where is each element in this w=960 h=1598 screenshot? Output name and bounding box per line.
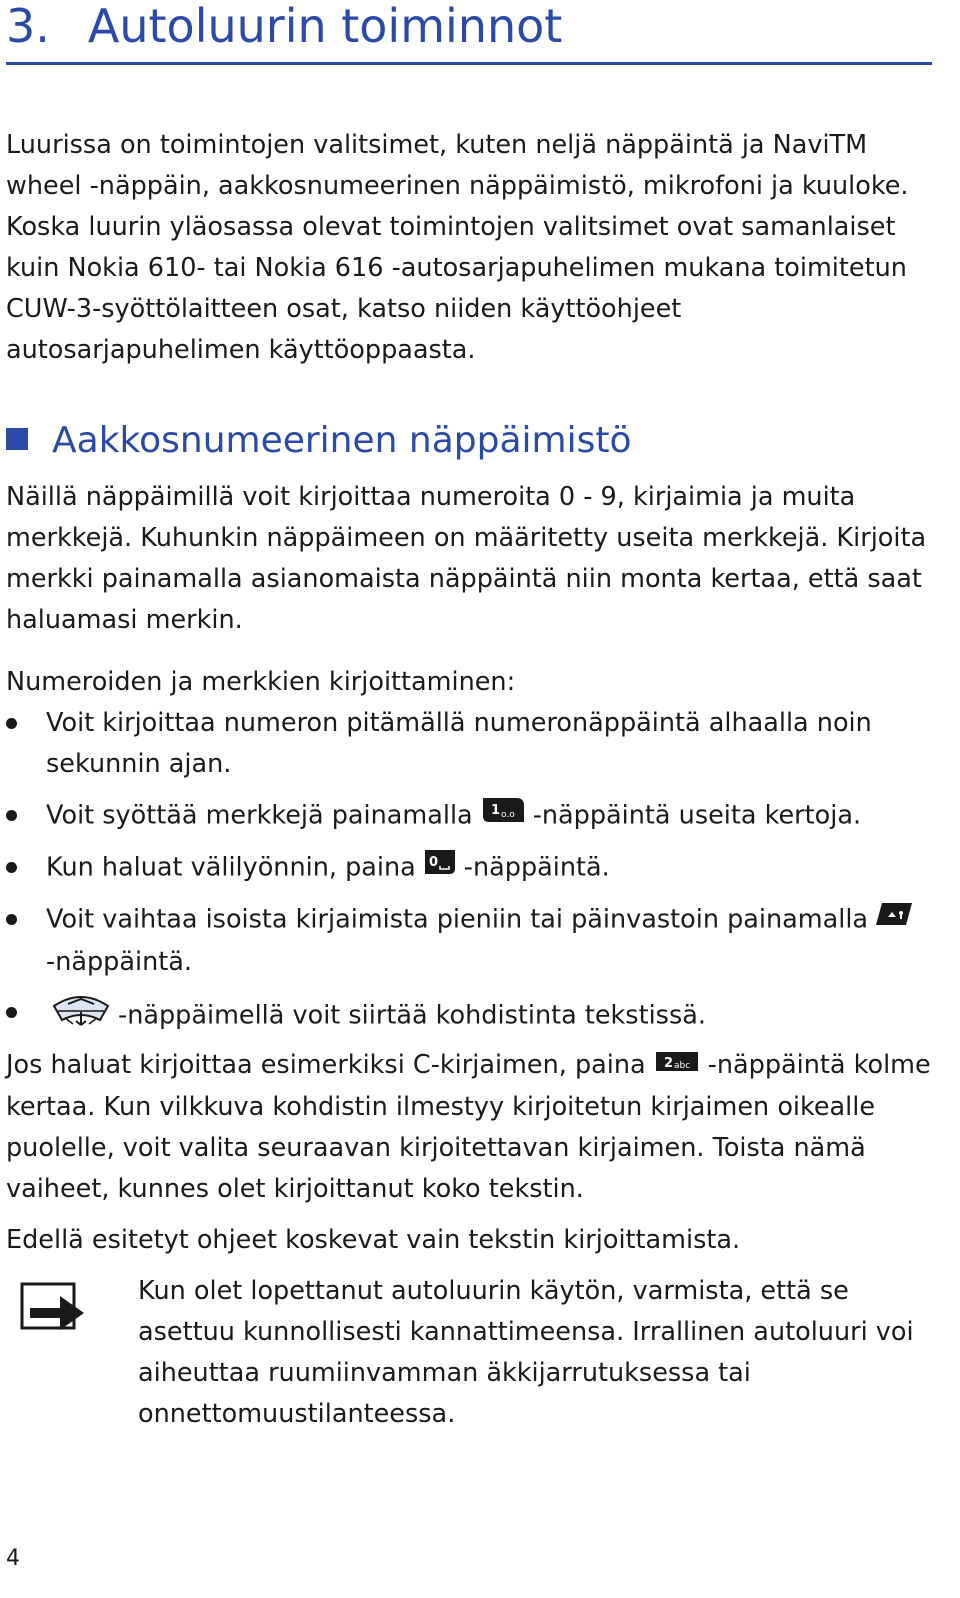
- chapter-title: [6, 0, 562, 52]
- keypad-paragraph: Näillä näppäimillä voit kirjoittaa numeroita 0 - 9, kirjaimia ja muita merkkejä. Kuhunkin näppäimeen on määritetty useita merkkejä. Kirjoita merkki painamalla asianomaista näppäintä niin monta kertaa, että saat haluamasi merkin.: [6, 482, 927, 635]
- key-1-icon: [479, 795, 527, 838]
- list-item-text: -näppäintä.: [463, 852, 610, 883]
- svg-text:0: 0: [428, 855, 438, 870]
- chapter-number: 3.: [6, 0, 50, 53]
- navi-wheel-icon: [50, 992, 112, 1041]
- instructions-note: Edellä esitetyt ohjeet koskevat vain tekstin kirjoittamista.: [6, 1225, 741, 1255]
- list-item-text: -näppäimellä voit siirtää kohdistinta tekstissä.: [118, 1000, 706, 1031]
- svg-text:o.o: o.o: [500, 810, 515, 820]
- key-shift-icon: [874, 899, 914, 942]
- list-item-text: Voit kirjoittaa numeron pitämällä numeronäppäintä alhaalla noin sekunnin ajan.: [46, 708, 872, 779]
- bullet-icon: [6, 810, 17, 821]
- key-2-icon: [652, 1046, 702, 1087]
- list-item-text: -näppäintä.: [46, 947, 192, 977]
- note-icon: [20, 1282, 100, 1342]
- list-title: Numeroiden ja merkkien kirjoittaminen:: [6, 667, 516, 697]
- bullet-icon: [6, 914, 17, 925]
- list-item-text: Voit syöttää merkkejä painamalla: [46, 800, 473, 831]
- list-item-text: Kun haluat välilyönnin, paina: [46, 852, 416, 883]
- section-heading: [6, 418, 632, 464]
- bullet-icon: [6, 862, 17, 873]
- page-number: 4: [6, 1546, 20, 1571]
- svg-text:1: 1: [490, 803, 500, 818]
- key-0-icon: [422, 847, 458, 890]
- section-heading-text: Aakkosnumeerinen näppäimistö: [52, 420, 632, 461]
- bullet-icon: [6, 718, 17, 729]
- intro-paragraph: Luurissa on toimintojen valitsimet, kuten neljä näppäintä ja NaviTM wheel -näppäin, aakkosnumeerinen näppäimistö, mikrofoni ja kuuloke. Koska luurin yläosassa olevat toimintojen valitsimet ovat samanlaiset kuin Nokia 610- tai Nokia 616 -autosarjapuhelimen mukana toimitetun CUW-3-syöttölaitteen osat, katso niiden käyttöohjeet autosarjapuhelimen käyttöoppaasta.: [6, 130, 909, 365]
- chapter-title-text: Autoluurin toiminnot: [87, 0, 563, 53]
- example-paragraph: Jos haluat kirjoittaa esimerkiksi C-kirjaimen, paina 2 abc -näppäintä kolme kertaa. Kun vilkkuva kohdistin ilmestyy kirjoitetun kirjaimen oikealle puolelle, voit valita seuraavan kirjoitettavan kirjaimen. Toista nämä vaiheet, kunnes olet kirjoittanut koko tekstin.: [6, 1045, 936, 1210]
- title-divider: [6, 62, 932, 65]
- note-text: Kun olet lopettanut autoluurin käytön, varmista, että se asettuu kunnollisesti kannattimeensa. Irrallinen autoluuri voi aiheuttaa ruumiinvamman äkkijarrutuksessa tai onnettomuustilanteessa.: [138, 1276, 914, 1429]
- svg-text:abc: abc: [673, 1060, 690, 1071]
- list-item-text: Voit vaihtaa isoista kirjaimista pieniin tai päinvastoin painamalla: [46, 904, 869, 935]
- section-square-icon: [6, 428, 28, 450]
- list-item-text: -näppäintä useita kertoja.: [532, 800, 862, 831]
- svg-text:2: 2: [663, 1055, 673, 1071]
- bullet-icon: [6, 1007, 17, 1018]
